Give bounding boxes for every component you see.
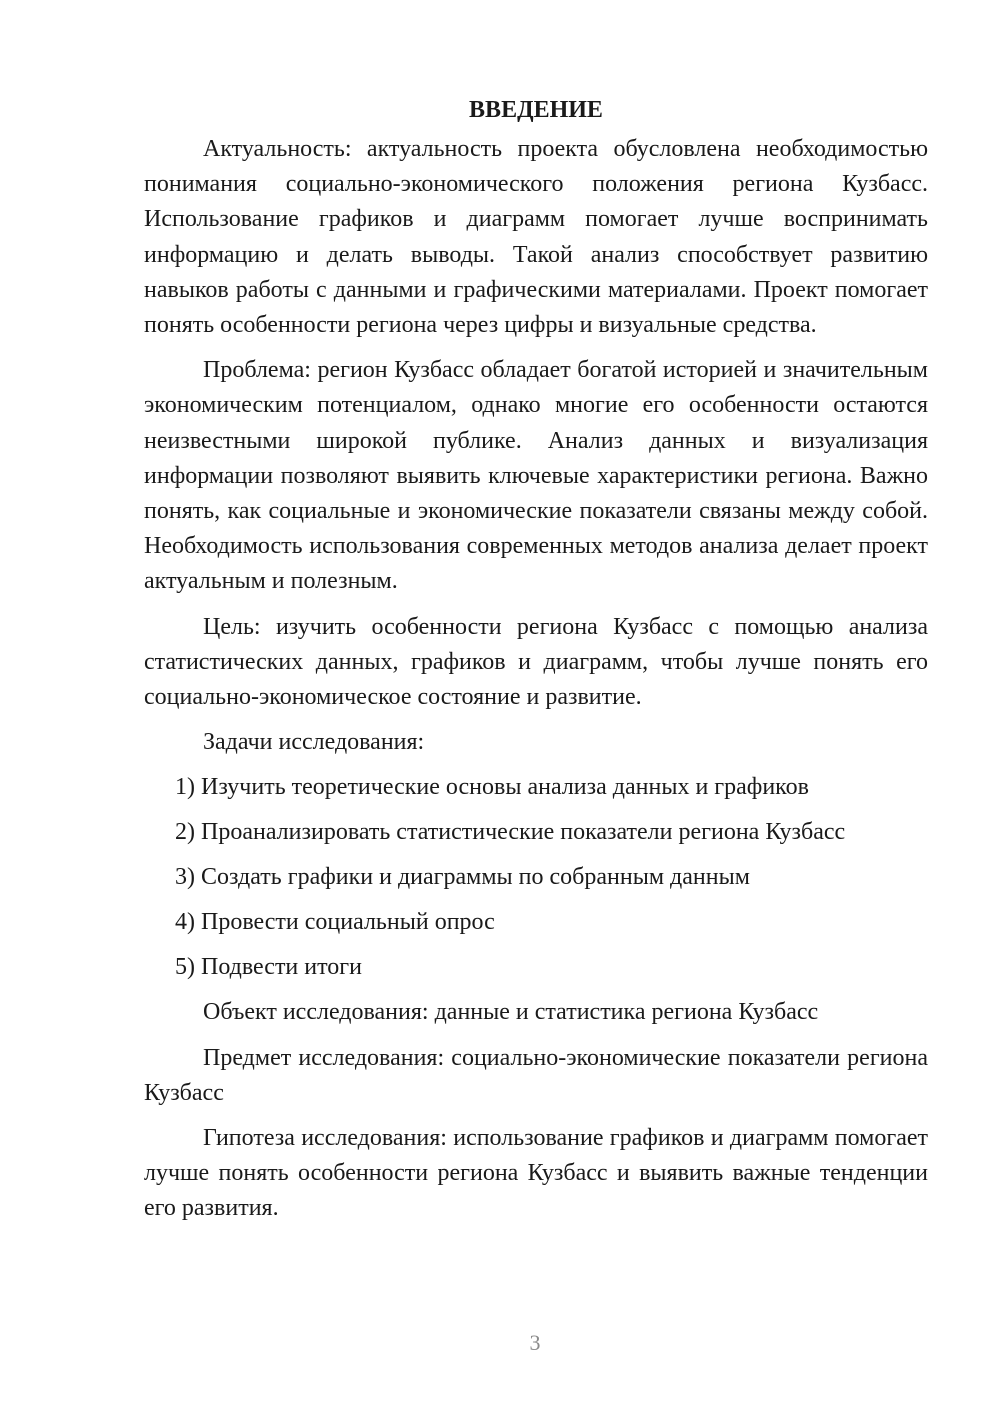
task-item: 2) Проанализировать статистические показатели региона Кузбасс bbox=[175, 819, 846, 846]
page-content bbox=[144, 93, 928, 1237]
object-paragraph: Объект исследования: данные и статистика региона Кузбасс bbox=[203, 999, 819, 1026]
task-item: 1) Изучить теоретические основы анализа данных и графиков bbox=[175, 774, 809, 801]
subject-paragraph: Предмет исследования: социально-экономические показатели региона Кузбасс bbox=[144, 1044, 928, 1106]
page-title: ВВЕДЕНИЕ bbox=[469, 97, 603, 123]
task-item: 4) Провести социальный опрос bbox=[175, 909, 495, 936]
problem-paragraph: Проблема: регион Кузбасс обладает богатой историей и значительным экономическим потенциалом, однако многие его особенности остаются неизвестными широкой публике. Анализ данных и визуализация информации позволяют выявить ключевые характеристики региона. Важно понять, как социальные и экономические показатели связаны между собой. Необходимость использования современных методов анализа делает проект актуальным и полезным. bbox=[144, 357, 928, 595]
task-item: 3) Создать графики и диаграммы по собранным данным bbox=[175, 864, 750, 891]
relevance-paragraph: Актуальность: актуальность проекта обусловлена необходимостью понимания социально-экономического положения региона Кузбасс. Использование графиков и диаграмм помогает лучше воспринимать информацию и делать выводы. Такой анализ способствует развитию навыков работы с данными и графическими материалами. Проект помогает понять особенности региона через цифры и визуальные средства. bbox=[144, 136, 928, 339]
task-item: 5) Подвести итоги bbox=[175, 954, 362, 981]
tasks-list bbox=[144, 770, 928, 985]
hypothesis-paragraph: Гипотеза исследования: использование графиков и диаграмм помогает лучше понять особенности региона Кузбасс и выявить важные тенденции его развития. bbox=[144, 1125, 928, 1222]
goal-paragraph: Цель: изучить особенности региона Кузбасс с помощью анализа статистических данных, графиков и диаграмм, чтобы лучше понять его социально-экономическое состояние и развитие. bbox=[144, 613, 928, 711]
page-number: 3 bbox=[529, 1330, 541, 1355]
tasks-heading: Задачи исследования: bbox=[203, 729, 425, 756]
